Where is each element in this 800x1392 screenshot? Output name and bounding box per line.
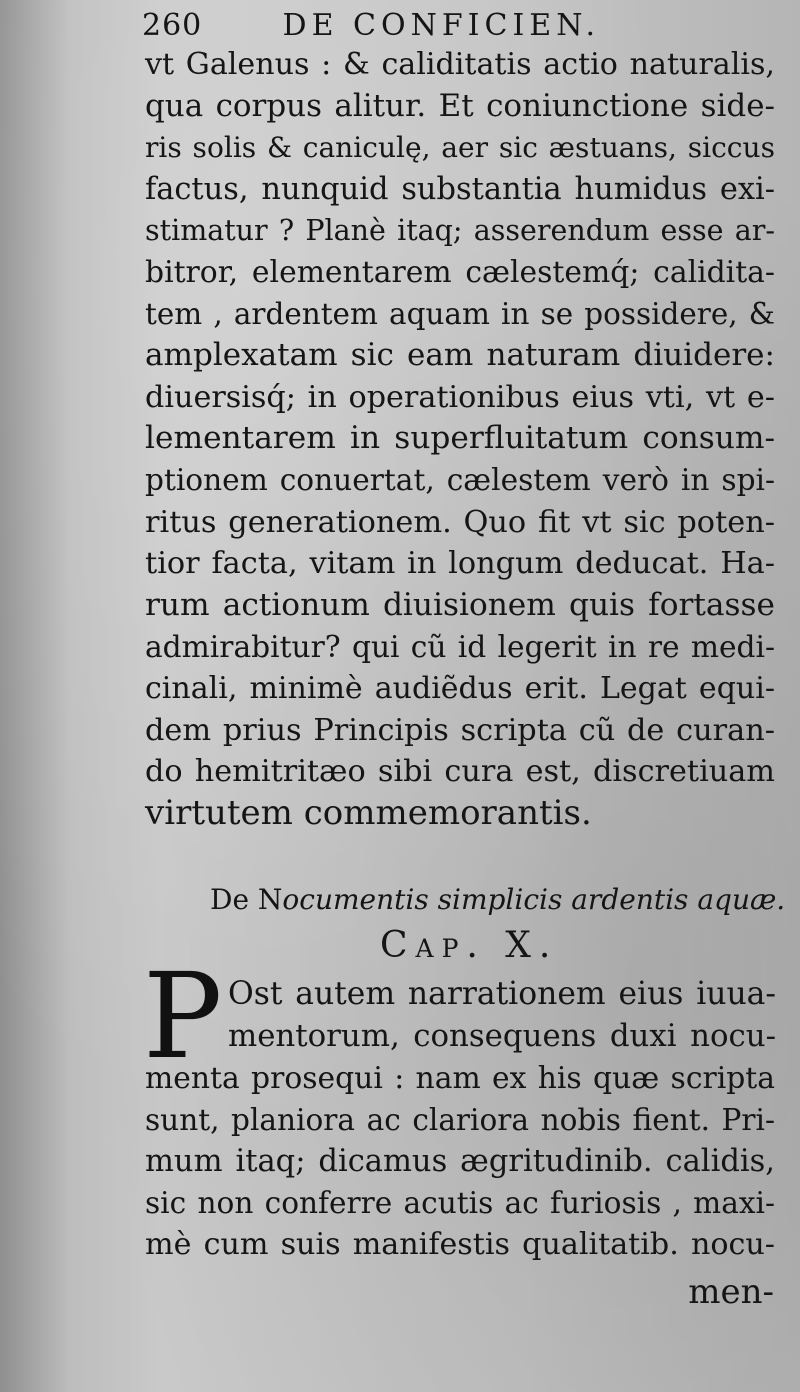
text-line: diuersisq́; in operationibus eius vti, vt e- xyxy=(145,379,775,415)
text-line: menta prosequi : nam ex his quæ scripta xyxy=(145,1061,775,1096)
page-header xyxy=(142,6,782,46)
text-line: tem , ardentem aquam in se possidere, & xyxy=(145,296,775,331)
text-line: lementarem in superfluitatum consum- xyxy=(145,420,775,457)
text-line: stimatur ? Planè itaq; asserendum esse ar- xyxy=(145,214,775,248)
text-line: cinali, minimè audiẽdus erit. Legat equi- xyxy=(145,670,775,706)
text-line: ris solis & caniculę, aer sic æstuans, siccus xyxy=(145,131,775,165)
text-line: virtutem commemorantis. xyxy=(145,792,592,833)
text-line: mentorum, consequens duxi nocu- xyxy=(228,1017,776,1054)
page-number: 260 xyxy=(142,8,203,43)
text-block-lower xyxy=(145,1058,775,1266)
text-line: admirabitur? qui cũ id legerit in re medi- xyxy=(145,629,775,665)
catchword: men- xyxy=(688,1272,774,1312)
drop-cap-initial: P xyxy=(143,947,223,1085)
text-line: vt Galenus : & caliditatis actio naturalis, xyxy=(145,47,775,82)
text-line: qua corpus alitur. Et coniunctione side- xyxy=(145,87,775,124)
section-heading xyxy=(210,880,786,920)
chapter-heading: Cap. X. xyxy=(380,925,559,966)
running-title: DE CONFICIEN. xyxy=(282,8,601,43)
text-block-chapter-opening xyxy=(228,974,776,1057)
text-line: ptionem conuertat, cælestem verò in spi- xyxy=(145,462,775,497)
text-line: amplexatam sic eam naturam diuidere: xyxy=(145,337,775,374)
text-line: sic non conferre acutis ac furiosis , maxi- xyxy=(145,1185,775,1220)
text-line: ritus generationem. Quo fit vt sic poten- xyxy=(145,504,775,540)
text-block-upper xyxy=(145,44,775,834)
text-line: sunt, planiora ac clariora nobis fient. Pri- xyxy=(145,1102,775,1137)
text-line: mè cum suis manifestis qualitatib. nocu- xyxy=(145,1227,775,1263)
text-line: Ost autem narrationem eius iuua- xyxy=(228,976,776,1012)
text-line: mum itaq; dicamus ægritudinib. calidis, xyxy=(145,1144,775,1180)
section-heading-roman: De N xyxy=(210,883,283,916)
text-line: dem prius Principis scripta cũ de curan- xyxy=(145,712,775,748)
text-line: rum actionum diuisionem quis fortasse xyxy=(145,586,775,623)
text-line: tior facta, vitam in longum deducat. Ha- xyxy=(145,546,775,582)
text-line: do hemitritæo sibi cura est, discretiuam xyxy=(145,754,775,790)
section-heading-italic: ocumentis simplicis ardentis aquæ. xyxy=(282,883,786,916)
text-line: bitror, elementarem cælestemq́; calidita- xyxy=(145,254,775,290)
text-line: factus, nunquid substantia humidus exi- xyxy=(145,171,775,207)
